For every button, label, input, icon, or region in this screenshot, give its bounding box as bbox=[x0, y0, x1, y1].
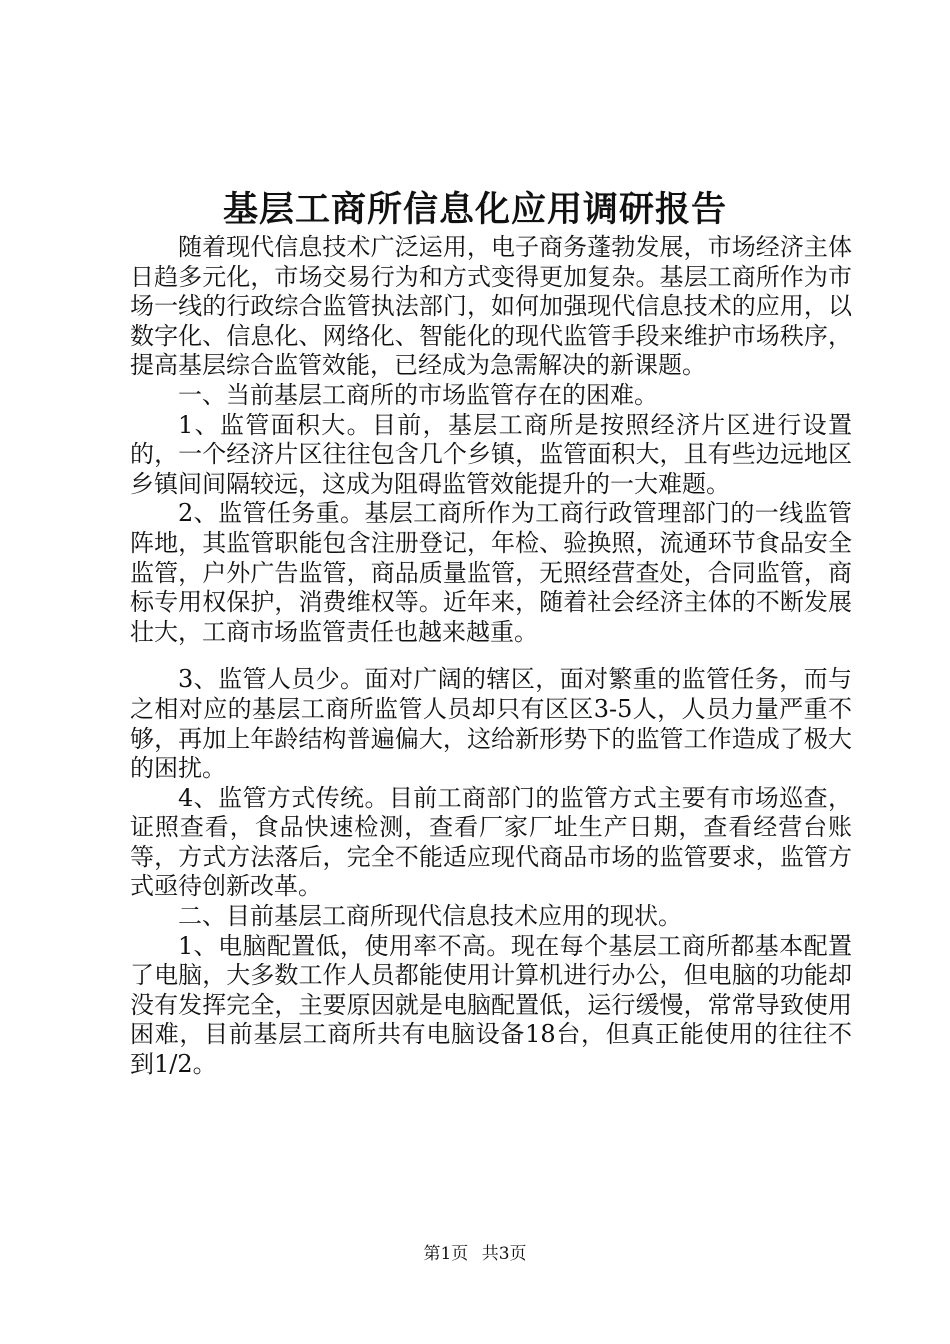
paragraph-staff: 3、监管人员少。面对广阔的辖区，面对繁重的监管任务，而与之相对应的基层工商所监管人员却只有区区3-5人，人员力量严重不够，再加上年龄结构普遍偏大，这给新形势下的监管工作造成了极大的困扰。 bbox=[130, 665, 852, 783]
document-body bbox=[130, 233, 852, 1080]
paragraph-area: 1、监管面积大。目前，基层工商所是按照经济片区进行设置的，一个经济片区往往包含几个乡镇，监管面积大，且有些边远地区乡镇间间隔较远，这成为阻碍监管效能提升的一大难题。 bbox=[130, 410, 852, 498]
paragraph-methods: 4、监管方式传统。目前工商部门的监管方式主要有市场巡查，证照查看，食品快速检测，查看厂家厂址生产日期，查看经营台账等，方式方法落后，完全不能适应现代商品市场的监管要求，监管方式亟待创新改革。 bbox=[130, 783, 852, 901]
page-number: 第1页 bbox=[423, 1244, 469, 1264]
section-heading-status: 二、目前基层工商所现代信息技术应用的现状。 bbox=[178, 902, 682, 931]
page-count: 共3页 bbox=[481, 1244, 527, 1264]
paragraph-intro: 随着现代信息技术广泛运用，电子商务蓬勃发展，市场经济主体日趋多元化，市场交易行为和方式变得更加复杂。基层工商所作为市场一线的行政综合监管执法部门，如何加强现代信息技术的应用，以数字化、信息化、网络化、智能化的现代监管手段来维护市场秩序，提高基层综合监管效能，已经成为急需解决的新课题。 bbox=[130, 233, 852, 380]
document-title: 基层工商所信息化应用调研报告 bbox=[222, 190, 727, 230]
page-footer bbox=[0, 1243, 950, 1265]
paragraph-computers: 1、电脑配置低，使用率不高。现在每个基层工商所都基本配置了电脑，大多数工作人员都能使用计算机进行办公，但电脑的功能却没有发挥完全，主要原因就是电脑配置低，运行缓慢，常常导致使用困难，目前基层工商所共有电脑设备18台，但真正能使用的往往不到1/2。 bbox=[130, 931, 852, 1079]
paragraph-tasks: 2、监管任务重。基层工商所作为工商行政管理部门的一线监管阵地，其监管职能包含注册登记，年检、验换照，流通环节食品安全监管，户外广告监管，商品质量监管，无照经营查处，合同监管，商标专用权保护，消费维权等。近年来，随着社会经济主体的不断发展壮大，工商市场监管责任也越来越重。 bbox=[130, 499, 852, 646]
section-heading-difficulties: 一、当前基层工商所的市场监管存在的困难。 bbox=[178, 380, 658, 409]
